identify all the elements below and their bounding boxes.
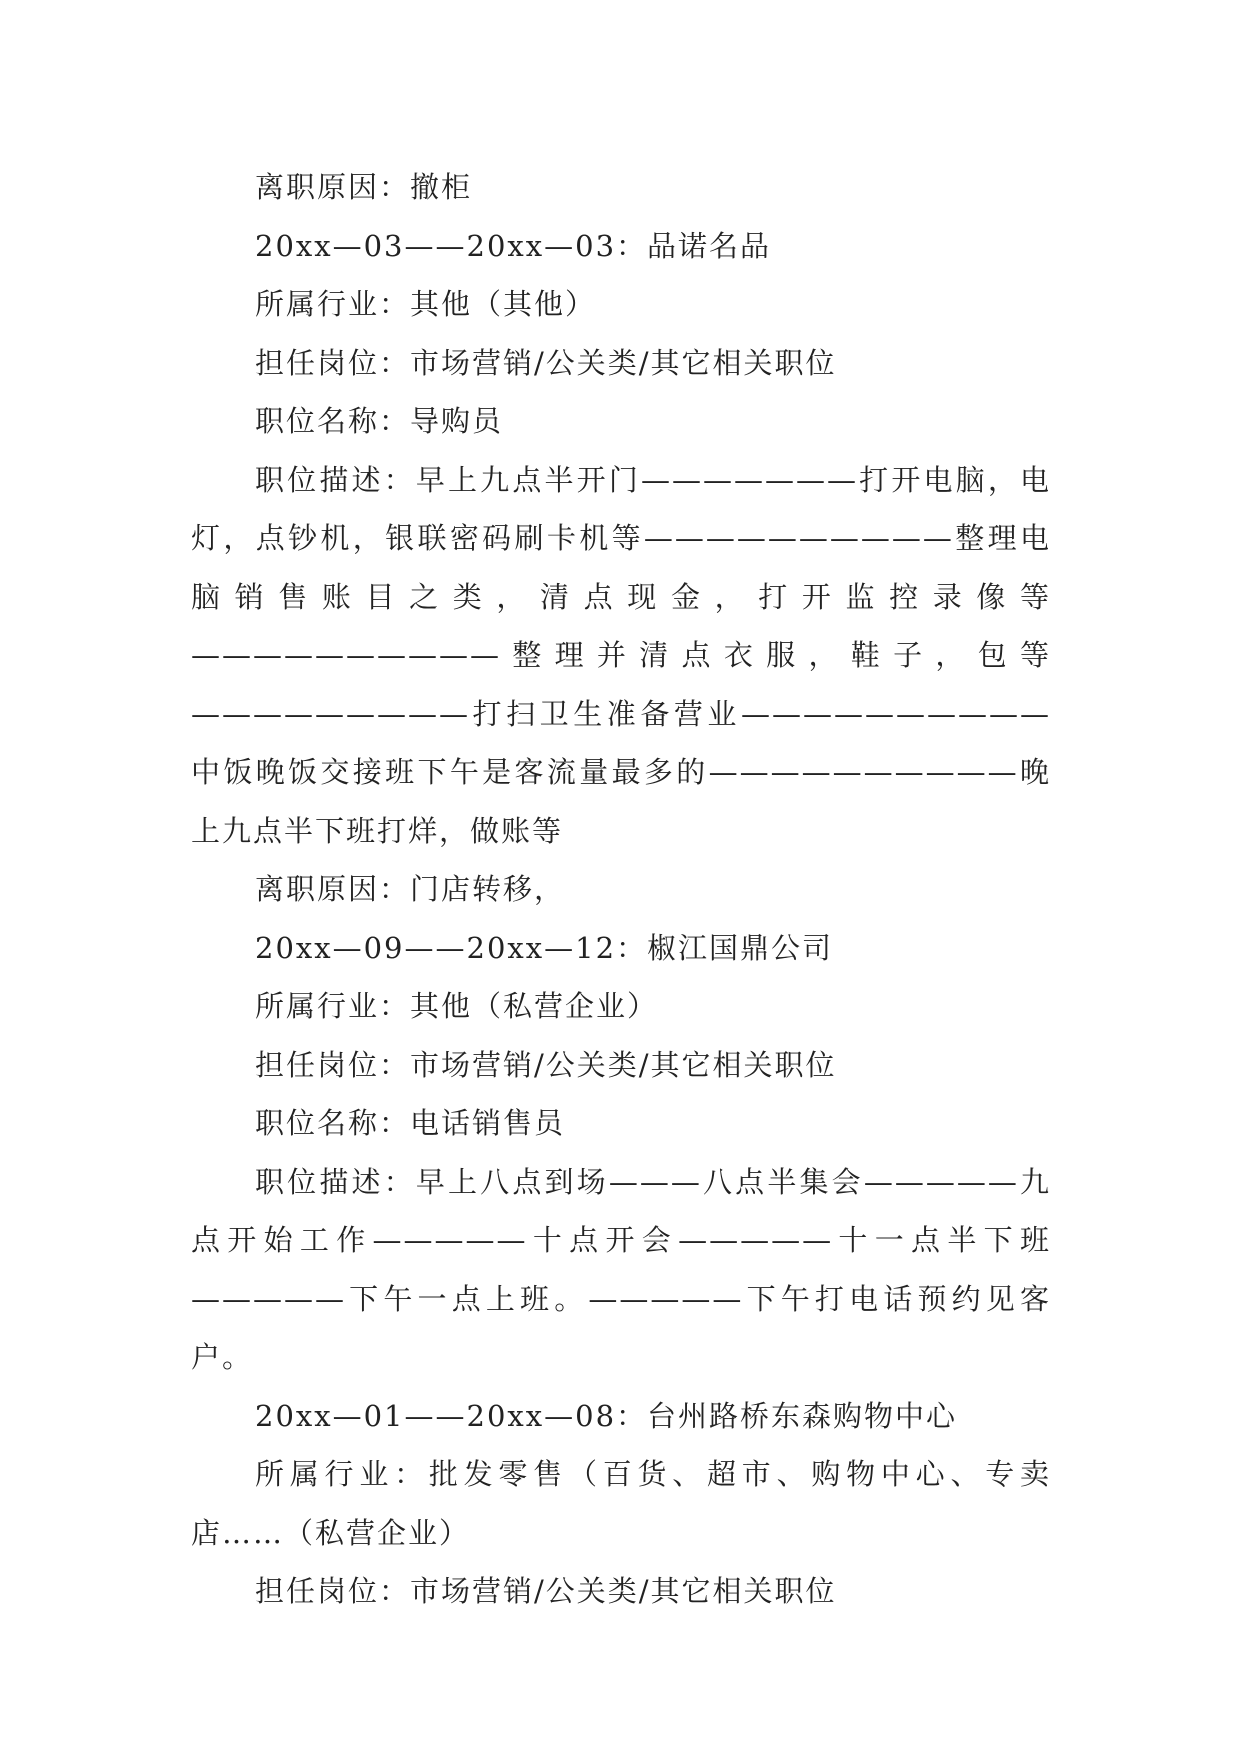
paragraph-job-description-2: 职位描述：早上八点到场———八点半集会—————九点开始工作—————十点开会—————十一点半下班—————下午一点上班。—————下午打电话预约见客户。 (191, 1164, 1051, 1374)
paragraph-period-2: 20xx—09——20xx—12：椒江国鼎公司 (255, 930, 834, 965)
paragraph-job-description-1: 职位描述：早上九点半开门———————打开电脑，电灯，点钞机，银联密码刷卡机等——————————整理电脑销售账目之类，清点现金，打开监控录像等——————————整理并清点衣服，鞋子，包等—————————打扫卫生准备营业——————————中饭晚饭交接班下午是客流量最多的——————————晚上九点半下班打烊，做账等 (191, 462, 1051, 848)
paragraph-leave-reason-2: 离职原因：门店转移， (255, 872, 566, 906)
paragraph-period-3: 20xx—01——20xx—08：台州路桥东森购物中心 (255, 1398, 958, 1433)
paragraph-position-2: 担任岗位：市场营销/公关类/其它相关职位 (255, 1047, 837, 1082)
paragraph-industry-2: 所属行业：其他（私营企业） (255, 989, 659, 1023)
resume-text-block (191, 158, 1051, 1621)
paragraph-job-title-1: 职位名称：导购员 (255, 404, 504, 438)
paragraph-industry-3: 所属行业：批发零售（百货、超市、购物中心、专卖店……（私营企业） (191, 1457, 1051, 1550)
paragraph-position-3: 担任岗位：市场营销/公关类/其它相关职位 (255, 1574, 837, 1608)
paragraph-position-1: 担任岗位：市场营销/公关类/其它相关职位 (255, 345, 837, 380)
paragraph-period-1: 20xx—03——20xx—03：品诺名品 (255, 228, 772, 263)
paragraph-leave-reason-1: 离职原因：撤柜 (255, 170, 473, 204)
paragraph-industry-1: 所属行业：其他（其他） (255, 287, 597, 321)
paragraph-job-title-2: 职位名称：电话销售员 (255, 1106, 566, 1140)
